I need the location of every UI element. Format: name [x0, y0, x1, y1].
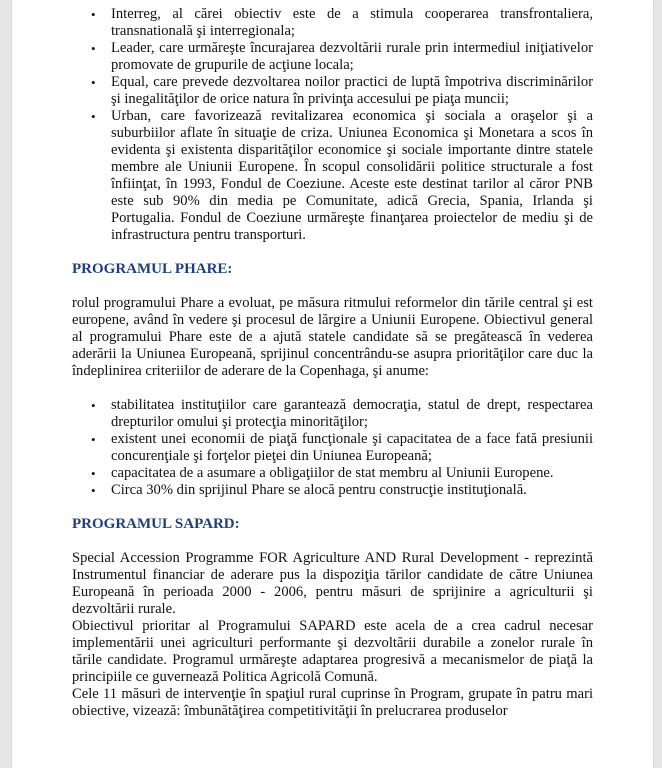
document-page [12, 0, 653, 768]
list-item-obligations: • capacitatea de a asumare a obligaţiilor de stat membru al Uniunii Europene. [72, 465, 593, 482]
list-item-market-economy: • existent unei economii de piaţă funcţionale şi capacitatea de a face fată presiunii concurenţiale şi forţelor pieţei din Uniunea Europeană; [72, 431, 593, 465]
list-item-institutional-building: • Circa 30% din sprijinul Phare se alocă pentru construcţie instituţională. [72, 482, 593, 499]
document-content [72, 6, 593, 720]
list-item-urban: • Urban, care favorizează revitalizarea economica şi sociala a oraşelor şi a suburbiilor aflate în situaţie de criza. Uniunea Economica şi Monetara a scos în evidenta şi existenta disparităţilor economice şi sociale importante dintre statele membre ale Uniunii Europene. În scopul consolidării politice structurale a fost înfiinţat, în 1993, Fondul de Coeziune. Aceste este destinat tarilor al căror PNB este sub 90% din media pe Comunitate, adică Grecia, Spania, Irlanda şi Portugalia. Fondul de Coeziune urmăreşte finanţarea proiectelor de mediu şi de infrastructura pentru transporturi. [72, 108, 593, 244]
sapard-paragraph-1: Special Accession Programme FOR Agriculture AND Rural Development - reprezintă Instrumentul financiar de aderare pus la dispoziţia tărilor candidate de către Uniunea Europeană în perioada 2000 - 2006, pentru măsuri de sprijinire a agriculturii şi dezvoltării rurale. [72, 550, 593, 617]
phare-paragraph: rolul programului Phare a evoluat, pe măsura ritmului reformelor din tările central şi est europene, având în vedere şi procesul de lărgire a Uniunii Europene. Obiectivul general al programului Phare este de a ajută statele candidate să se pregătească în vederea aderării la Uniunea Europeană, sprijinul concentrându-se asupra priorităţilor care duc la îndeplinirea criteriilor de aderare de la Copenhaga, şi anume: [72, 295, 593, 379]
eu-initiatives-list [72, 6, 593, 244]
heading-sapard: PROGRAMUL SAPARD: [72, 516, 240, 532]
list-item-interreg: • Interreg, al cărei obiectiv este de a stimula cooperarea transfrontaliera, transnatională şi interregionala; [72, 6, 593, 40]
sapard-paragraph-3: Cele 11 măsuri de intervenţie în spaţiul rural cuprinse în Program, grupate în patru mari obiective, vizează: îmbunătăţirea competitivităţii în prelucrarea produselor [72, 686, 593, 719]
list-item-leader: • Leader, care urmăreşte încurajarea dezvoltării rurale prin intermediul iniţiativelor promovate de grupurile de acţiune locala; [72, 40, 593, 74]
list-item-institutions: • stabilitatea instituţiilor care garantează democraţia, statul de drept, respectarea drepturilor omului şi protecţia minorităţilor; [72, 397, 593, 431]
sapard-paragraph-2: Obiectivul prioritar al Programului SAPARD este acela de a crea cadrul necesar implementării unei agriculturi performante şi dezvoltării durabile a zonelor rurale în tările candidate. Programul urmăreşte adaptarea progresivă a mecanismelor de piaţă la principiile ce guvernează Politica Agricolă Comună. [72, 618, 593, 685]
copenhagen-criteria-list [72, 397, 593, 499]
list-item-equal: • Equal, care prevede dezvoltarea noilor practici de luptă împotriva discriminărilor şi inegalităţilor de orice natura în privinţa accesului pe piaţa muncii; [72, 74, 593, 108]
heading-phare: PROGRAMUL PHARE: [72, 261, 233, 277]
